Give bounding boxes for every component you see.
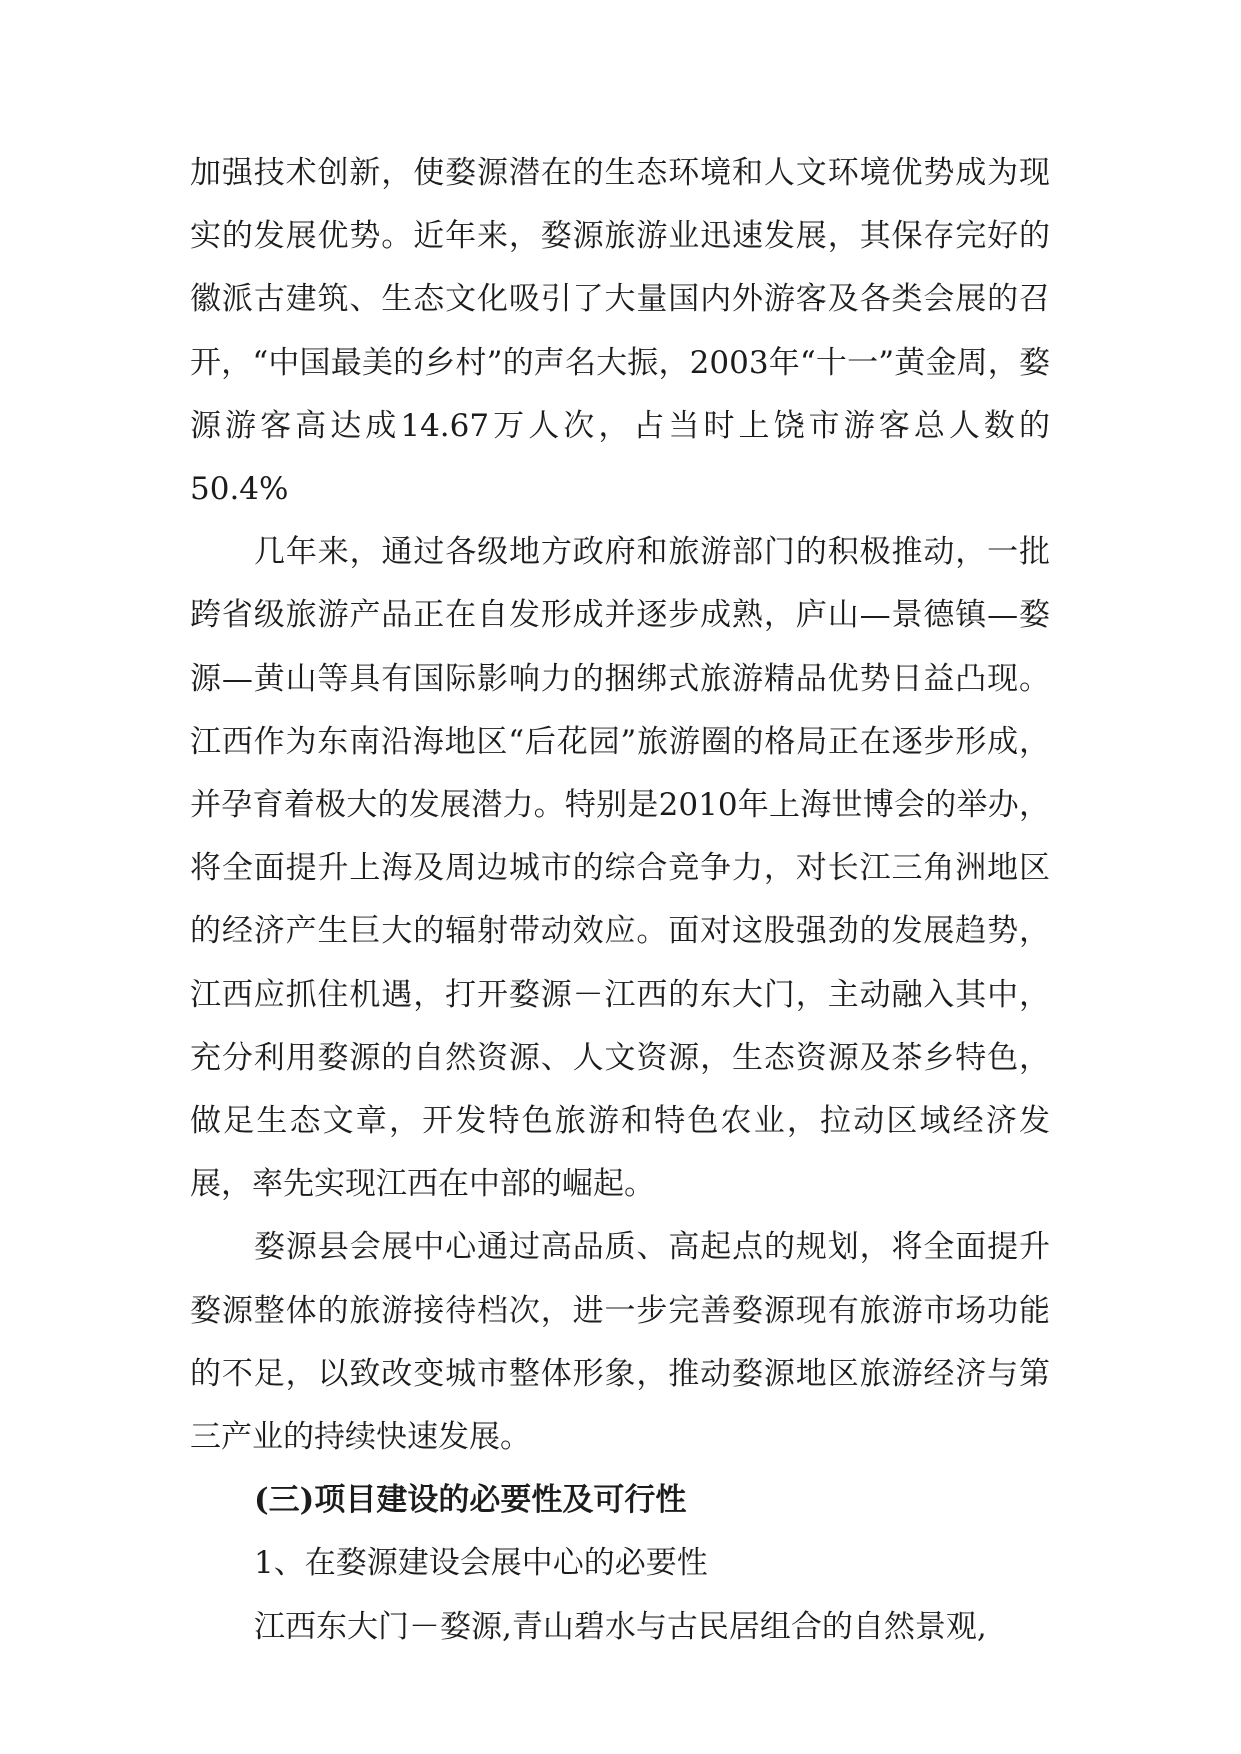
paragraph-continued: 加强技术创新，使婺源潜在的生态环境和人文环境优势成为现实的发展优势。近年来，婺源旅游业迅速发展，其保存完好的徽派古建筑、生态文化吸引了大量国内外游客及各类会展的召开，“中国最美的乡村”的声名大振，2003年“十一”黄金周，婺源游客高达成14.67万人次，占当时上饶市游客总人数的50.4% bbox=[190, 155, 1050, 508]
document-page bbox=[190, 142, 1050, 1659]
paragraph-regional-tourism: 几年来，通过各级地方政府和旅游部门的积极推动，一批跨省级旅游产品正在自发形成并逐步成熟，庐山—景德镇—婺源—黄山等具有国际影响力的捆绑式旅游精品优势日益凸现。江西作为东南沿海地区“后花园”旅游圈的格局正在逐步形成，并孕育着极大的发展潜力。特别是2010年上海世博会的举办，将全面提升上海及周边城市的综合竞争力，对长江三角洲地区的经济产生巨大的辐射带动效应。面对这股强劲的发展趋势，江西应抓住机遇，打开婺源－江西的东大门，主动融入其中，充分利用婺源的自然资源、人文资源，生态资源及茶乡特色，做足生态文章，开发特色旅游和特色农业，拉动区域经济发展，率先实现江西在中部的崛起。 bbox=[190, 534, 1050, 1203]
paragraph-convention-center: 婺源县会展中心通过高品质、高起点的规划，将全面提升婺源整体的旅游接待档次，进一步完善婺源现有旅游市场功能的不足，以致改变城市整体形象，推动婺源地区旅游经济与第三产业的持续快速发展。 bbox=[190, 1229, 1050, 1456]
subheading: 1、在婺源建设会展中心的必要性 bbox=[254, 1545, 708, 1582]
section-heading: (三)项目建设的必要性及可行性 bbox=[254, 1482, 687, 1519]
paragraph-last-line: 江西东大门－婺源,青山碧水与古民居组合的自然景观, bbox=[254, 1608, 987, 1645]
